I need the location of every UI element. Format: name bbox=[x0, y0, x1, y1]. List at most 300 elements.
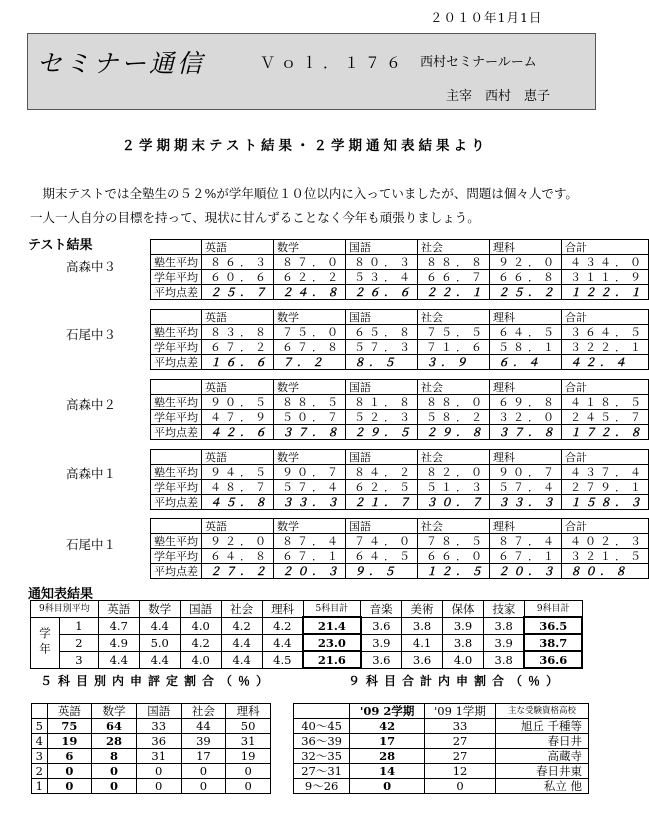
grade-number: 2 bbox=[60, 634, 99, 651]
table-header-row bbox=[32, 704, 271, 719]
report-cell: 4.1 bbox=[402, 634, 443, 651]
table-row bbox=[151, 340, 649, 355]
subject-header: 国語 bbox=[346, 380, 418, 395]
score-cell: ２１．７ bbox=[346, 495, 418, 510]
score-cell: ２０．３ bbox=[490, 564, 562, 579]
intro-line: 一人一人自分の目標を持って、現状に甘んずることなく今年も頑張りましょう。 bbox=[30, 210, 480, 225]
subject-header: 合計 bbox=[562, 310, 649, 325]
table-row bbox=[32, 734, 271, 749]
row-label: 平均点差 bbox=[151, 355, 202, 370]
header-corner bbox=[151, 380, 202, 395]
row-label: 塾生平均 bbox=[151, 255, 202, 270]
table-header-row bbox=[151, 380, 649, 395]
header-corner bbox=[151, 519, 202, 534]
table-row bbox=[31, 651, 583, 668]
report-cell: 21.4 bbox=[303, 617, 361, 634]
report-cell: 3.8 bbox=[483, 617, 524, 634]
row-label: 塾生平均 bbox=[151, 465, 202, 480]
score-cell: ６４．５ bbox=[346, 549, 418, 564]
table-row bbox=[151, 495, 649, 510]
subject-header: 理科 bbox=[226, 704, 271, 719]
target-school: 高蔵寺 bbox=[496, 749, 589, 764]
score-cell: ５８．１ bbox=[490, 340, 562, 355]
score-cell: ８３．８ bbox=[202, 325, 274, 340]
table-row bbox=[32, 719, 271, 734]
score-cell: １２．５ bbox=[418, 564, 490, 579]
score-cell: ９０．７ bbox=[490, 465, 562, 480]
score-cell: ３．９ bbox=[418, 355, 490, 370]
report-cell: 4.2 bbox=[262, 617, 303, 634]
rate-cell: 39 bbox=[181, 734, 226, 749]
grade-number: 4 bbox=[32, 734, 48, 749]
table-row bbox=[294, 749, 589, 764]
report-cell: 3.6 bbox=[361, 651, 402, 668]
school-name: 高森中３ bbox=[66, 259, 117, 274]
table-header-row bbox=[31, 601, 583, 618]
rate-cell: 0 bbox=[47, 779, 92, 794]
headline: ２学期期末テスト結果・２学期通知表結果より bbox=[121, 138, 489, 154]
row-label: 塾生平均 bbox=[151, 534, 202, 549]
table-row bbox=[151, 285, 649, 300]
score-cell: ５３．４ bbox=[346, 270, 418, 285]
row-label: 平均点差 bbox=[151, 495, 202, 510]
score-cell: ６７．２ bbox=[202, 340, 274, 355]
report-cell: 3.8 bbox=[402, 617, 443, 634]
rate-cell: 31 bbox=[136, 749, 181, 764]
grade-number: 5 bbox=[32, 719, 48, 734]
score-range: 27～31 bbox=[294, 764, 350, 779]
report-results-title: 通知表結果 bbox=[28, 587, 94, 602]
report-cell: 4.9 bbox=[98, 634, 139, 651]
subject-header: 社会 bbox=[418, 380, 490, 395]
row-label: 学年平均 bbox=[151, 340, 202, 355]
score-cell: ４２．４ bbox=[562, 355, 649, 370]
table-header-row bbox=[151, 240, 649, 255]
rate-previous: 0 bbox=[425, 779, 496, 794]
report-cell: 4.2 bbox=[180, 634, 221, 651]
report-cell: 5.0 bbox=[139, 634, 180, 651]
score-cell: ８０．８ bbox=[562, 564, 649, 579]
score-cell: ６２．２ bbox=[274, 270, 346, 285]
table-row bbox=[151, 564, 649, 579]
rate-cell: 0 bbox=[136, 764, 181, 779]
subject-header: 国語 bbox=[346, 519, 418, 534]
table-row bbox=[294, 734, 589, 749]
table-row bbox=[294, 779, 589, 794]
table-row bbox=[151, 325, 649, 340]
subject-header: 理科 bbox=[262, 601, 303, 618]
score-cell: ９４．５ bbox=[202, 465, 274, 480]
score-cell: ４８．７ bbox=[202, 480, 274, 495]
score-cell: ４３４．０ bbox=[562, 255, 649, 270]
score-cell: ５１．３ bbox=[418, 480, 490, 495]
subject-header: 英語 bbox=[47, 704, 92, 719]
score-cell: ８７．４ bbox=[490, 534, 562, 549]
header-corner: 9科目別平均 bbox=[31, 601, 99, 618]
subject-header: 英語 bbox=[202, 310, 274, 325]
table-row bbox=[151, 425, 649, 440]
rate-cell: 19 bbox=[47, 734, 92, 749]
grade-number: 1 bbox=[60, 617, 99, 634]
grade-number: 1 bbox=[32, 779, 48, 794]
score-cell: ４１８．５ bbox=[562, 395, 649, 410]
report-cell: 23.0 bbox=[303, 634, 361, 651]
column-header: 主な受験資格高校 bbox=[496, 704, 589, 719]
subject-header: 技家 bbox=[483, 601, 524, 618]
rate-previous: 12 bbox=[425, 764, 496, 779]
score-cell: ５７．４ bbox=[274, 480, 346, 495]
rate-previous: 27 bbox=[425, 734, 496, 749]
score-cell: ３３．３ bbox=[274, 495, 346, 510]
row-label: 平均点差 bbox=[151, 425, 202, 440]
subject-header: 美術 bbox=[402, 601, 443, 618]
score-cell: １６．６ bbox=[202, 355, 274, 370]
rate-cell: 0 bbox=[136, 779, 181, 794]
score-cell: ４２．６ bbox=[202, 425, 274, 440]
score-cell: ２２．１ bbox=[418, 285, 490, 300]
table-row bbox=[151, 549, 649, 564]
issue-date: ２０１０年1月1日 bbox=[430, 10, 543, 25]
table-row bbox=[151, 355, 649, 370]
grade-label: 学年 bbox=[31, 617, 60, 668]
score-cell: ２０．３ bbox=[274, 564, 346, 579]
report-cell: 4.0 bbox=[443, 651, 484, 668]
score-cell: ３２１．５ bbox=[562, 549, 649, 564]
newsletter-title: セミナー通信 bbox=[37, 49, 206, 78]
rate-current: 0 bbox=[350, 779, 425, 794]
score-cell: ９．５ bbox=[346, 564, 418, 579]
intro-line: 期末テストでは全塾生の５２%が学年順位１０位以内に入っていましたが、問題は個々人です。 bbox=[30, 186, 578, 201]
subject-header: 英語 bbox=[98, 601, 139, 618]
report-cell: 36.6 bbox=[524, 651, 582, 668]
subject-header: 英語 bbox=[202, 380, 274, 395]
subject-header: 英語 bbox=[202, 519, 274, 534]
subject-header: 数学 bbox=[274, 450, 346, 465]
school-score-table bbox=[150, 379, 649, 440]
score-cell: ７８．５ bbox=[418, 534, 490, 549]
school-score-table bbox=[150, 518, 649, 579]
table-row bbox=[151, 255, 649, 270]
rate-cell: 0 bbox=[226, 779, 271, 794]
row-label: 塾生平均 bbox=[151, 325, 202, 340]
score-cell: ９０．５ bbox=[202, 395, 274, 410]
score-cell: ５７．４ bbox=[490, 480, 562, 495]
school-score-table bbox=[150, 239, 649, 300]
table-row bbox=[294, 764, 589, 779]
subject-header: 理科 bbox=[490, 310, 562, 325]
report-cell: 3.8 bbox=[483, 651, 524, 668]
score-cell: ６２．５ bbox=[346, 480, 418, 495]
rate-cell: 0 bbox=[181, 764, 226, 779]
score-cell: ６４．５ bbox=[490, 325, 562, 340]
rate-current: 17 bbox=[350, 734, 425, 749]
score-cell: ６７．１ bbox=[274, 549, 346, 564]
target-school: 私立 他 bbox=[496, 779, 589, 794]
score-cell: ２７９．１ bbox=[562, 480, 649, 495]
score-cell: ８７．４ bbox=[274, 534, 346, 549]
score-cell: ３７．８ bbox=[490, 425, 562, 440]
rate-cell: 44 bbox=[181, 719, 226, 734]
score-cell: ７５．０ bbox=[274, 325, 346, 340]
rate-cell: 0 bbox=[226, 764, 271, 779]
score-cell: ７．２ bbox=[274, 355, 346, 370]
score-cell: ５０．７ bbox=[274, 410, 346, 425]
grade-number: 2 bbox=[32, 764, 48, 779]
rate-cell: 0 bbox=[92, 779, 137, 794]
table-row bbox=[31, 617, 583, 634]
score-range: 36～39 bbox=[294, 734, 350, 749]
score-cell: ８２．０ bbox=[418, 465, 490, 480]
rate-previous: 33 bbox=[425, 719, 496, 734]
rate-cell: 0 bbox=[181, 779, 226, 794]
rate-cell: 28 bbox=[92, 734, 137, 749]
subject-header: 保体 bbox=[443, 601, 484, 618]
score-cell: ８４．２ bbox=[346, 465, 418, 480]
score-cell: ６０．６ bbox=[202, 270, 274, 285]
school-name: 高森中２ bbox=[66, 397, 117, 412]
score-cell: ４３７．４ bbox=[562, 465, 649, 480]
table-row bbox=[151, 465, 649, 480]
school-score-table bbox=[150, 449, 649, 510]
subject-header: 国語 bbox=[180, 601, 221, 618]
report-cell: 3.9 bbox=[443, 617, 484, 634]
row-label: 塾生平均 bbox=[151, 395, 202, 410]
score-cell: ８７．０ bbox=[274, 255, 346, 270]
score-cell: ５２．３ bbox=[346, 410, 418, 425]
report-cell: 38.7 bbox=[524, 634, 582, 651]
score-cell: ３２２．１ bbox=[562, 340, 649, 355]
target-school: 春日井 bbox=[496, 734, 589, 749]
rate-current: 28 bbox=[350, 749, 425, 764]
rate-cell: 75 bbox=[47, 719, 92, 734]
grade-number: 3 bbox=[32, 749, 48, 764]
score-cell: ８１．８ bbox=[346, 395, 418, 410]
subject-header: 社会 bbox=[418, 310, 490, 325]
report-cell: 4.4 bbox=[139, 617, 180, 634]
row-label: 平均点差 bbox=[151, 285, 202, 300]
score-cell: ６７．８ bbox=[274, 340, 346, 355]
report-cell: 4.0 bbox=[180, 617, 221, 634]
score-cell: ３１１．９ bbox=[562, 270, 649, 285]
header-corner bbox=[151, 240, 202, 255]
score-cell: ３７．８ bbox=[274, 425, 346, 440]
rate-current: 42 bbox=[350, 719, 425, 734]
score-cell: ２９．５ bbox=[346, 425, 418, 440]
report-cell: 4.0 bbox=[180, 651, 221, 668]
score-cell: ６．４ bbox=[490, 355, 562, 370]
row-label: 学年平均 bbox=[151, 410, 202, 425]
subject-header: 合計 bbox=[562, 450, 649, 465]
score-cell: ８８．８ bbox=[418, 255, 490, 270]
table-header-row bbox=[151, 450, 649, 465]
school-name: 石尾中１ bbox=[66, 537, 117, 552]
header-corner bbox=[151, 450, 202, 465]
subject-header: 国語 bbox=[136, 704, 181, 719]
score-cell: ６５．８ bbox=[346, 325, 418, 340]
subject-header: 数学 bbox=[274, 519, 346, 534]
report-cell: 4.4 bbox=[221, 651, 262, 668]
subject-header: 英語 bbox=[202, 450, 274, 465]
report-card-table bbox=[30, 600, 583, 669]
report-cell: 21.6 bbox=[303, 651, 361, 668]
subject-header: 数学 bbox=[274, 240, 346, 255]
score-cell: ３３．３ bbox=[490, 495, 562, 510]
column-header bbox=[294, 704, 350, 719]
subject-header: 社会 bbox=[181, 704, 226, 719]
rate5-title: ５科目別内申評定割合（％） bbox=[40, 674, 275, 688]
rate-cell: 64 bbox=[92, 719, 137, 734]
subject-header: 数学 bbox=[92, 704, 137, 719]
school-name: 石尾中３ bbox=[66, 327, 117, 342]
subject-header: 理科 bbox=[490, 380, 562, 395]
subject-header: 音楽 bbox=[361, 601, 402, 618]
score-cell: ６４．８ bbox=[202, 549, 274, 564]
organization-name: 西村セミナールーム bbox=[420, 55, 537, 70]
score-cell: ２４．８ bbox=[274, 285, 346, 300]
score-cell: ８８．０ bbox=[418, 395, 490, 410]
score-cell: ６９．８ bbox=[490, 395, 562, 410]
subject-header: 理科 bbox=[490, 519, 562, 534]
score-cell: ５８．２ bbox=[418, 410, 490, 425]
score-cell: ９０．７ bbox=[274, 465, 346, 480]
row-label: 平均点差 bbox=[151, 564, 202, 579]
subject-header: 社会 bbox=[418, 450, 490, 465]
newsletter-header bbox=[27, 33, 596, 110]
score-range: 32～35 bbox=[294, 749, 350, 764]
rate-cell: 0 bbox=[92, 764, 137, 779]
table-row bbox=[31, 634, 583, 651]
score-cell: １７２．８ bbox=[562, 425, 649, 440]
table-row bbox=[151, 395, 649, 410]
score-cell: １２２．１ bbox=[562, 285, 649, 300]
score-cell: ７４．０ bbox=[346, 534, 418, 549]
rate-cell: 0 bbox=[47, 764, 92, 779]
rate-cell: 50 bbox=[226, 719, 271, 734]
score-cell: ２４５．７ bbox=[562, 410, 649, 425]
score-cell: ８８．５ bbox=[274, 395, 346, 410]
rate-cell: 17 bbox=[181, 749, 226, 764]
table-row bbox=[151, 270, 649, 285]
table-row bbox=[151, 534, 649, 549]
subject-header: 国語 bbox=[346, 450, 418, 465]
score-cell: ２９．８ bbox=[418, 425, 490, 440]
subject-header: 合計 bbox=[562, 240, 649, 255]
score-cell: ６６．０ bbox=[418, 549, 490, 564]
header-corner bbox=[151, 310, 202, 325]
rate-cell: 31 bbox=[226, 734, 271, 749]
subject-header: 数学 bbox=[274, 380, 346, 395]
school-score-table bbox=[150, 309, 649, 370]
subject-header: 社会 bbox=[221, 601, 262, 618]
rate5-table bbox=[31, 703, 271, 794]
report-cell: 36.5 bbox=[524, 617, 582, 634]
score-cell: ８０．３ bbox=[346, 255, 418, 270]
report-cell: 3.6 bbox=[402, 651, 443, 668]
table-row bbox=[294, 719, 589, 734]
score-cell: ３２．０ bbox=[490, 410, 562, 425]
subject-header: 5科目計 bbox=[303, 601, 361, 618]
report-cell: 3.8 bbox=[443, 634, 484, 651]
column-header: '09 2学期 bbox=[350, 704, 425, 719]
rate-cell: 36 bbox=[136, 734, 181, 749]
score-cell: ２７．２ bbox=[202, 564, 274, 579]
score-cell: ９２．０ bbox=[490, 255, 562, 270]
report-cell: 3.9 bbox=[361, 634, 402, 651]
score-range: 9～26 bbox=[294, 779, 350, 794]
rate-current: 14 bbox=[350, 764, 425, 779]
score-cell: ３６４．５ bbox=[562, 325, 649, 340]
table-header-row bbox=[151, 519, 649, 534]
column-header: '09 1学期 bbox=[425, 704, 496, 719]
table-row bbox=[151, 480, 649, 495]
target-school: 春日井東 bbox=[496, 764, 589, 779]
score-cell: ６６．７ bbox=[418, 270, 490, 285]
school-name: 高森中１ bbox=[66, 466, 117, 481]
row-label: 学年平均 bbox=[151, 480, 202, 495]
row-label: 学年平均 bbox=[151, 549, 202, 564]
score-cell: ２５．７ bbox=[202, 285, 274, 300]
report-cell: 4.4 bbox=[139, 651, 180, 668]
volume-number: Ｖｏｌ．１７６ bbox=[260, 54, 408, 72]
subject-header: 合計 bbox=[562, 519, 649, 534]
subject-header: 英語 bbox=[202, 240, 274, 255]
rate-previous: 27 bbox=[425, 749, 496, 764]
score-cell: ８．５ bbox=[346, 355, 418, 370]
score-cell: ４０２．３ bbox=[562, 534, 649, 549]
table-row bbox=[32, 779, 271, 794]
subject-header: 国語 bbox=[346, 310, 418, 325]
table-row bbox=[32, 764, 271, 779]
score-cell: １５８．３ bbox=[562, 495, 649, 510]
score-cell: ９２．０ bbox=[202, 534, 274, 549]
rate-cell: 19 bbox=[226, 749, 271, 764]
score-cell: ２６．６ bbox=[346, 285, 418, 300]
intro-text bbox=[30, 182, 600, 230]
score-cell: ４７．９ bbox=[202, 410, 274, 425]
owner-name: 主宰 西村 恵子 bbox=[446, 89, 551, 104]
row-label: 学年平均 bbox=[151, 270, 202, 285]
report-cell: 4.7 bbox=[98, 617, 139, 634]
report-cell: 4.4 bbox=[221, 634, 262, 651]
rate9-table bbox=[293, 703, 589, 794]
test-results-title: テスト結果 bbox=[28, 238, 93, 253]
score-range: 40～45 bbox=[294, 719, 350, 734]
score-cell: ８６．３ bbox=[202, 255, 274, 270]
report-cell: 4.4 bbox=[98, 651, 139, 668]
rate9-title: ９科目合計内申割合（％） bbox=[348, 674, 565, 688]
score-cell: ３０．７ bbox=[418, 495, 490, 510]
table-row bbox=[32, 749, 271, 764]
score-cell: ６７．１ bbox=[490, 549, 562, 564]
score-cell: ５７．３ bbox=[346, 340, 418, 355]
subject-header: 国語 bbox=[346, 240, 418, 255]
subject-header: 理科 bbox=[490, 450, 562, 465]
rate-cell: 33 bbox=[136, 719, 181, 734]
score-cell: ７１．６ bbox=[418, 340, 490, 355]
rate-cell: 6 bbox=[47, 749, 92, 764]
subject-header: 9科目計 bbox=[524, 601, 582, 618]
score-cell: ４５．８ bbox=[202, 495, 274, 510]
subject-header: 社会 bbox=[418, 240, 490, 255]
table-header-row bbox=[294, 704, 589, 719]
report-cell: 3.6 bbox=[361, 617, 402, 634]
table-row bbox=[151, 410, 649, 425]
subject-header: 合計 bbox=[562, 380, 649, 395]
report-cell: 4.4 bbox=[262, 634, 303, 651]
table-header-row bbox=[151, 310, 649, 325]
report-cell: 4.2 bbox=[221, 617, 262, 634]
score-cell: ７５．５ bbox=[418, 325, 490, 340]
